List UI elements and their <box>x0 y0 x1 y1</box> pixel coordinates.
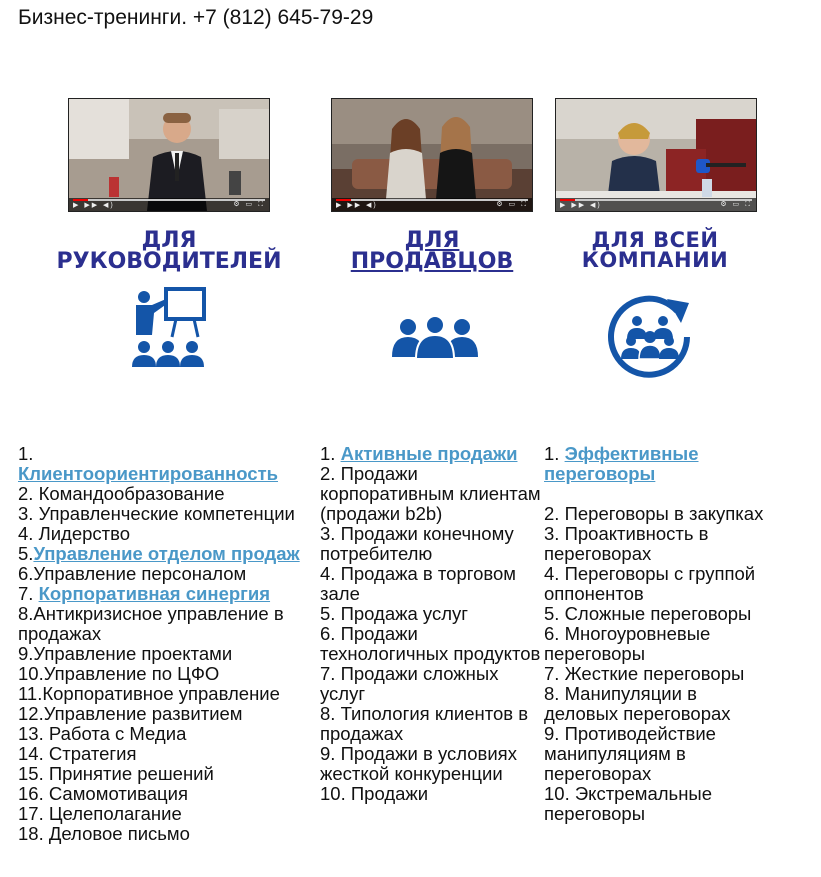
title-managers-line2: РУКОВОДИТЕЛЕЙ <box>56 249 282 274</box>
list-item: 5. Продажа услуг <box>320 603 469 624</box>
video-managers-scene <box>69 99 269 211</box>
list-item: 10. Продажи <box>320 783 429 804</box>
list-item: 8. Типология клиентов в продажах <box>320 703 529 744</box>
list-item: 7. Продажи сложных услуг <box>320 663 499 704</box>
title-company-line1: ДЛЯ ВСЕЙ <box>591 228 719 252</box>
title-sales-line2: ПРОДАВЦОВ <box>350 249 514 274</box>
list-item: 2. Командообразование <box>18 483 225 504</box>
list-item: 9. Противодействие манипуляциям в переговорах <box>544 723 716 784</box>
link-effective-negotiations[interactable]: Эффективные переговоры <box>544 443 699 484</box>
list-item: 11.Корпоративное управление <box>18 683 280 704</box>
list-item: 1. Эффективные переговоры <box>544 443 699 484</box>
list-item: 8.Антикризисное управление в продажах <box>18 603 284 644</box>
team-icon <box>392 315 478 359</box>
list-item: 6.Управление персоналом <box>18 563 247 584</box>
list-item: 9.Управление проектами <box>18 643 233 664</box>
title-company-line2: КОМПАНИИ <box>581 248 729 272</box>
list-item: 10.Управление по ЦФО <box>18 663 220 684</box>
list-item: 12.Управление развитием <box>18 703 243 724</box>
list-item: 2. Продажи корпоративным клиентам (продажи b2b) <box>320 463 541 524</box>
list-item: 9. Продажи в условиях жесткой конкуренции <box>320 743 517 784</box>
list-item: 15. Принятие решений <box>18 763 214 784</box>
list-item: 6. Продажи технологичных продуктов <box>320 623 541 664</box>
video-company-scene <box>556 99 756 211</box>
list-item: 1. Клиентоориентированность <box>18 443 279 484</box>
list-item: 4. Продажа в торговом зале <box>320 563 516 604</box>
video-controls[interactable]: ▶ ▶▶ ◀) ⚙ ▭ ⛶ <box>332 198 532 211</box>
list-item: 2. Переговоры в закупках <box>544 503 764 524</box>
header-phone-line: Бизнес-тренинги. +7 (812) 645-79-29 <box>18 6 374 29</box>
title-sales-line1: ДЛЯ <box>404 228 460 253</box>
list-item: 5.Управление отделом продаж <box>18 543 300 564</box>
list-item: 14. Стратегия <box>18 743 137 764</box>
list-managers <box>18 444 318 844</box>
video-managers[interactable] <box>68 98 270 212</box>
title-company <box>515 230 795 270</box>
list-item: 18. Деловое письмо <box>18 823 190 844</box>
list-item: 17. Целеполагание <box>18 803 182 824</box>
list-item: 6. Многоуровневые переговоры <box>544 623 711 664</box>
list-item: 10. Экстремальные переговоры <box>544 783 712 824</box>
list-item: 3. Управленческие компетенции <box>18 503 295 524</box>
link-corporate-synergy[interactable]: Корпоративная синергия <box>38 583 271 604</box>
title-managers <box>29 230 309 272</box>
list-item: 8. Манипуляции в деловых переговорах <box>544 683 731 724</box>
list-sales <box>320 444 542 804</box>
list-item: 4. Переговоры с группой оппонентов <box>544 563 756 604</box>
list-item: 5. Сложные переговоры <box>544 603 752 624</box>
list-item: 16. Самомотивация <box>18 783 188 804</box>
video-sales-scene <box>332 99 532 211</box>
title-managers-line1: ДЛЯ <box>141 228 197 253</box>
list-item: 3. Проактивность в переговорах <box>544 523 709 564</box>
video-controls[interactable]: ▶ ▶▶ ◀) ⚙ ▭ ⛶ <box>556 198 756 211</box>
video-sales[interactable] <box>331 98 533 212</box>
list-item: 3. Продажи конечному потребителю <box>320 523 514 564</box>
list-item: 4. Лидерство <box>18 523 131 544</box>
video-controls[interactable]: ▶ ▶▶ ◀) ⚙ ▭ ⛶ <box>69 198 269 211</box>
presentation-icon <box>130 287 210 369</box>
link-active-sales[interactable]: Активные продажи <box>340 443 518 464</box>
list-item: 13. Работа с Медиа <box>18 723 187 744</box>
list-item: 1. Активные продажи <box>320 443 518 464</box>
video-company[interactable] <box>555 98 757 212</box>
company-cycle-icon <box>607 295 693 379</box>
list-item: 7. Жесткие переговоры <box>544 663 745 684</box>
list-company <box>544 444 764 824</box>
list-item: 7. Корпоративная синергия <box>18 583 271 604</box>
link-sales-department-management[interactable]: Управление отделом продаж <box>33 543 300 564</box>
link-client-orientation[interactable]: Клиентоориентированность <box>18 463 279 484</box>
